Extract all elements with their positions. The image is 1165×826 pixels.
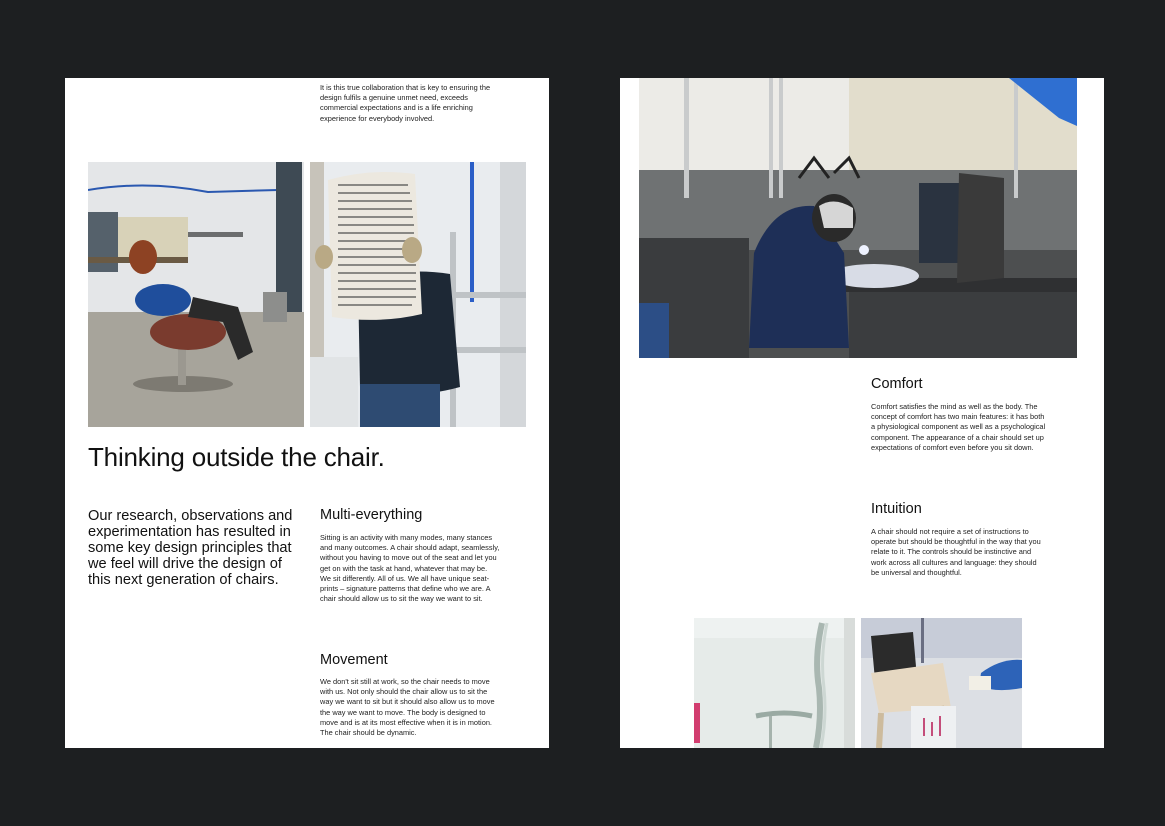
movement-heading: Movement xyxy=(320,652,388,668)
intro-paragraph: It is this true collaboration that is key to ensuring the design fulfils a genuine unmet need, exceeds commercial expectations and is a life enriching experience for everybody involved. xyxy=(320,83,491,123)
comfort-heading: Comfort xyxy=(871,376,923,392)
prototype-seat-photo xyxy=(310,162,526,427)
multi-everything-body: Sitting is an activity with many modes, many stances and many outcomes. A chair should adapt, seamlessly, without you having to move out of the seat and let you get on with the task at hand, whatever that may be. We sit differently. All of us. We all have unique seat-prints – signature patterns that define who we are. A chair should allow us to sit the way we want to sit. xyxy=(320,533,500,604)
multi-everything-heading: Multi-everything xyxy=(320,507,423,523)
lead-paragraph: Our research, observations and experimentation has resulted in some key design principles that we feel will drive the design of this next generation of chairs. xyxy=(88,508,293,588)
left-page xyxy=(65,78,549,748)
page-title: Thinking outside the chair. xyxy=(88,442,385,472)
glass-chair-photo xyxy=(694,618,855,748)
right-page xyxy=(620,78,1104,748)
comfort-body: Comfort satisfies the mind as well as the body. The concept of comfort has two main features: it has both a physiological component as well as a psychological component. The appearance of a chair should set up expectations of comfort even before you sit down. xyxy=(871,402,1046,452)
chair-model-photo xyxy=(861,618,1022,748)
intuition-heading: Intuition xyxy=(871,501,922,517)
intuition-body: A chair should not require a set of instructions to operate but should be thoughtful in the way that you relate to it. The controls should be instinctive and work across all cultures and language: they should be universal and thoughtful. xyxy=(871,527,1041,577)
movement-body: We don't sit still at work, so the chair needs to move with us. Not only should the chair allow us to sit the way we want to sit but it should also allow us to move the way we want to move. The body is designed to move and is at its most effective when it is in motion. The chair should be dynamic. xyxy=(320,677,495,738)
welder-workshop-photo xyxy=(639,78,1077,358)
chair-test-photo xyxy=(88,162,304,427)
